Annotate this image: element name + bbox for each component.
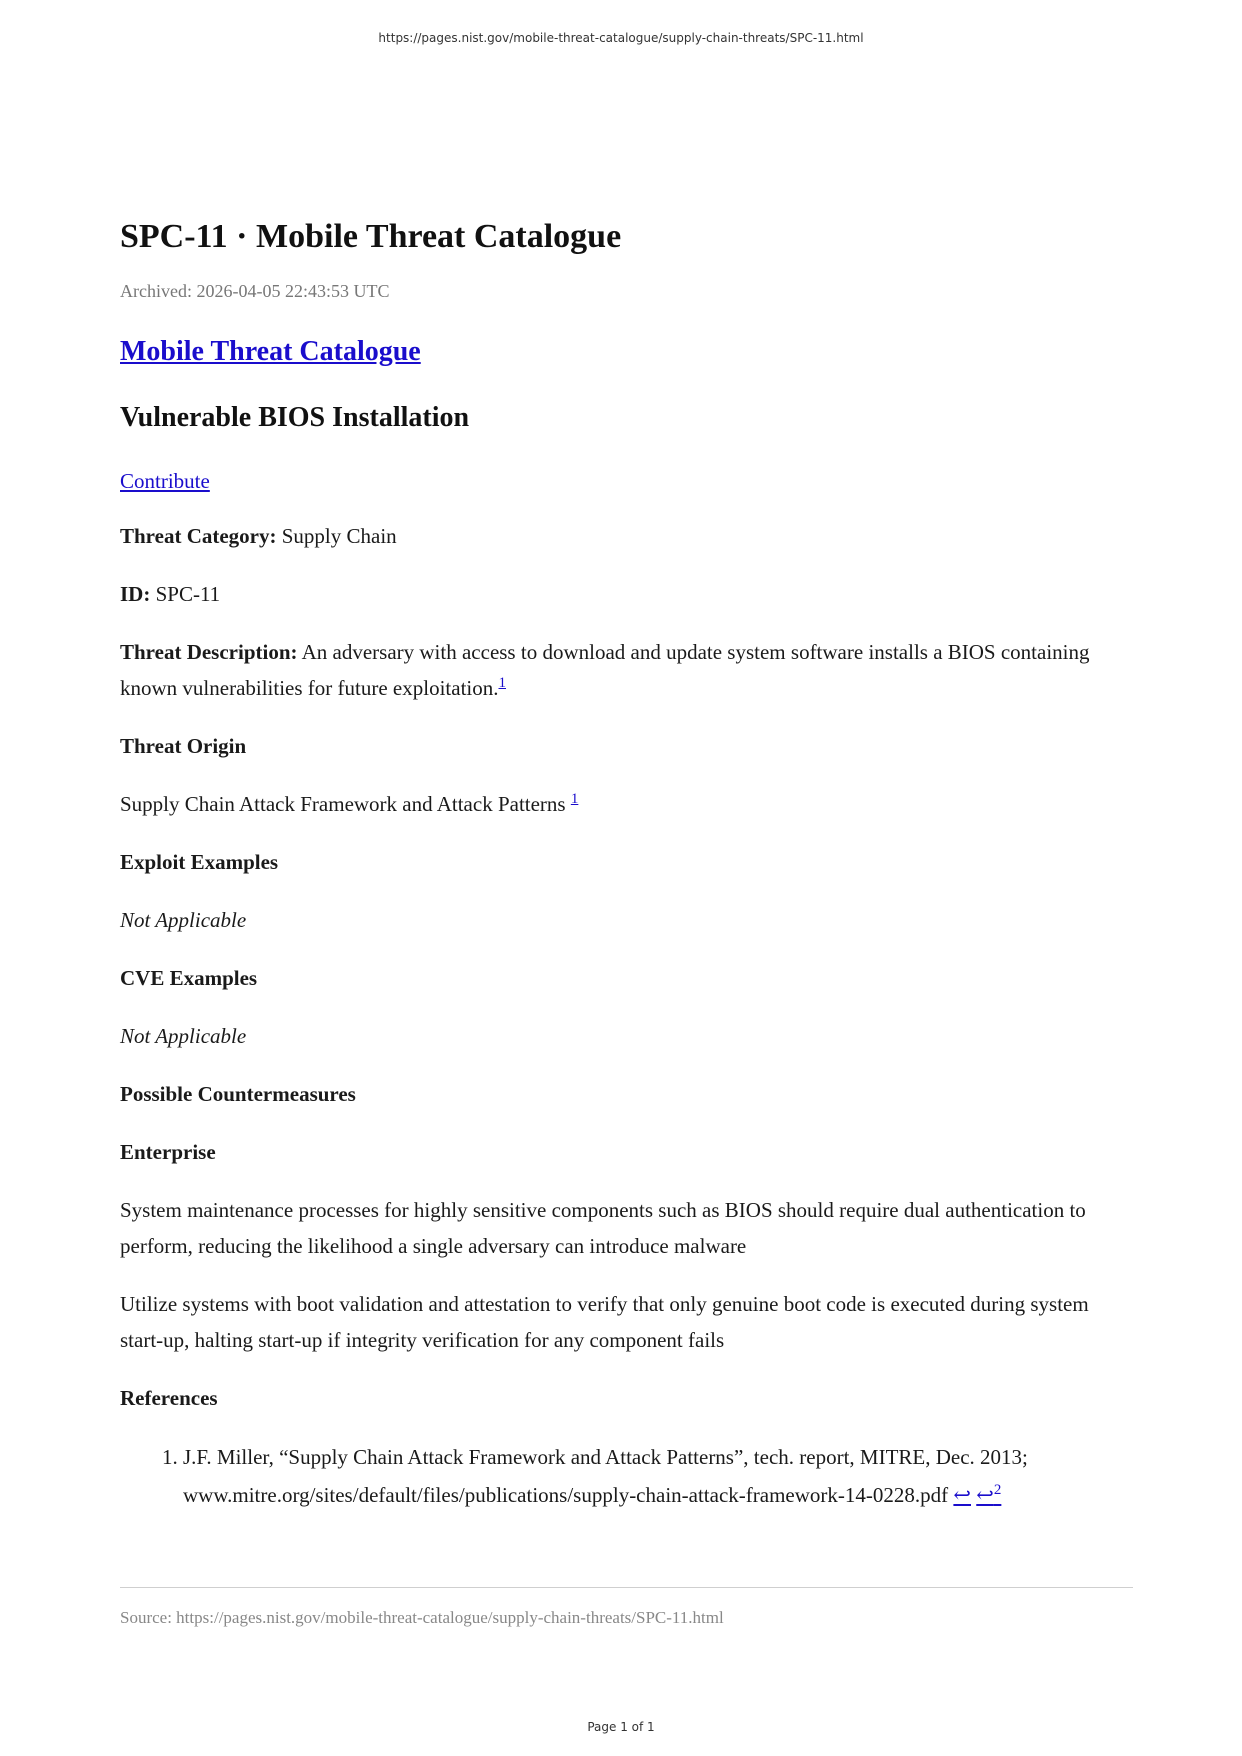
threat-id-value: SPC-11	[155, 582, 221, 606]
threat-description-label: Threat Description:	[120, 640, 298, 664]
reference-citation: J.F. Miller, “Supply Chain Attack Framework and Attack Patterns”, tech. report, MITRE, Dec. 2013;	[183, 1445, 1028, 1469]
catalogue-home-link[interactable]: Mobile Threat Catalogue	[120, 336, 421, 367]
threat-description-value: An adversary with access to download and update system software installs a BIOS containing known vulnerabilities for future exploitation.	[120, 640, 1090, 700]
threat-category-value: Supply Chain	[281, 524, 397, 548]
footnote-link[interactable]: 1	[498, 675, 506, 691]
references-list	[120, 1438, 1133, 1514]
page-number: Page 1 of 1	[587, 1720, 655, 1734]
countermeasures-heading: Possible Countermeasures	[120, 1082, 356, 1106]
threat-id-label: ID:	[120, 582, 151, 606]
threat-origin-heading: Threat Origin	[120, 734, 247, 758]
enterprise-countermeasure-1: System maintenance processes for highly sensitive components such as BIOS should require dual authentication to perform, reducing the likelihood a single adversary can introduce malware	[120, 1198, 1086, 1258]
main-content	[120, 214, 1133, 1514]
source-url: Source: https://pages.nist.gov/mobile-threat-catalogue/supply-chain-threats/SPC-11.html	[120, 1608, 724, 1627]
back-reference-number: 2	[993, 1482, 1002, 1498]
threat-category	[120, 518, 1133, 554]
cve-examples-value: Not Applicable	[120, 1024, 247, 1048]
back-reference-link-2[interactable]	[976, 1483, 1001, 1507]
footer-divider	[120, 1587, 1133, 1588]
threat-title: Vulnerable BIOS Installation	[120, 402, 470, 433]
archived-timestamp: Archived: 2026-04-05 22:43:53 UTC	[120, 281, 390, 301]
page-title: SPC-11 · Mobile Threat Catalogue	[120, 218, 622, 255]
references-heading: References	[120, 1386, 218, 1410]
cve-examples-heading: CVE Examples	[120, 966, 258, 990]
threat-origin-text	[120, 786, 1133, 822]
contribute-link[interactable]: Contribute	[120, 469, 210, 493]
back-reference-arrow: ↩	[976, 1483, 994, 1507]
threat-description	[120, 634, 1133, 706]
enterprise-countermeasure-2: Utilize systems with boot validation and attestation to verify that only genuine boot code is executed during system start-up, halting start-up if integrity verification for any component fails	[120, 1292, 1089, 1352]
exploit-examples-value: Not Applicable	[120, 908, 247, 932]
footnote-link[interactable]: 1	[570, 791, 579, 807]
print-header-url: https://pages.nist.gov/mobile-threat-catalogue/supply-chain-threats/SPC-11.html	[378, 31, 864, 45]
back-reference-link[interactable]: ↩	[953, 1483, 971, 1507]
threat-category-label: Threat Category:	[120, 524, 277, 548]
exploit-examples-heading: Exploit Examples	[120, 850, 279, 874]
reference-item	[183, 1438, 1133, 1514]
enterprise-heading: Enterprise	[120, 1140, 216, 1164]
reference-url: www.mitre.org/sites/default/files/publications/supply-chain-attack-framework-14-0228.pdf	[183, 1483, 949, 1507]
threat-id	[120, 576, 1133, 612]
threat-origin-value: Supply Chain Attack Framework and Attack Patterns	[120, 792, 566, 816]
